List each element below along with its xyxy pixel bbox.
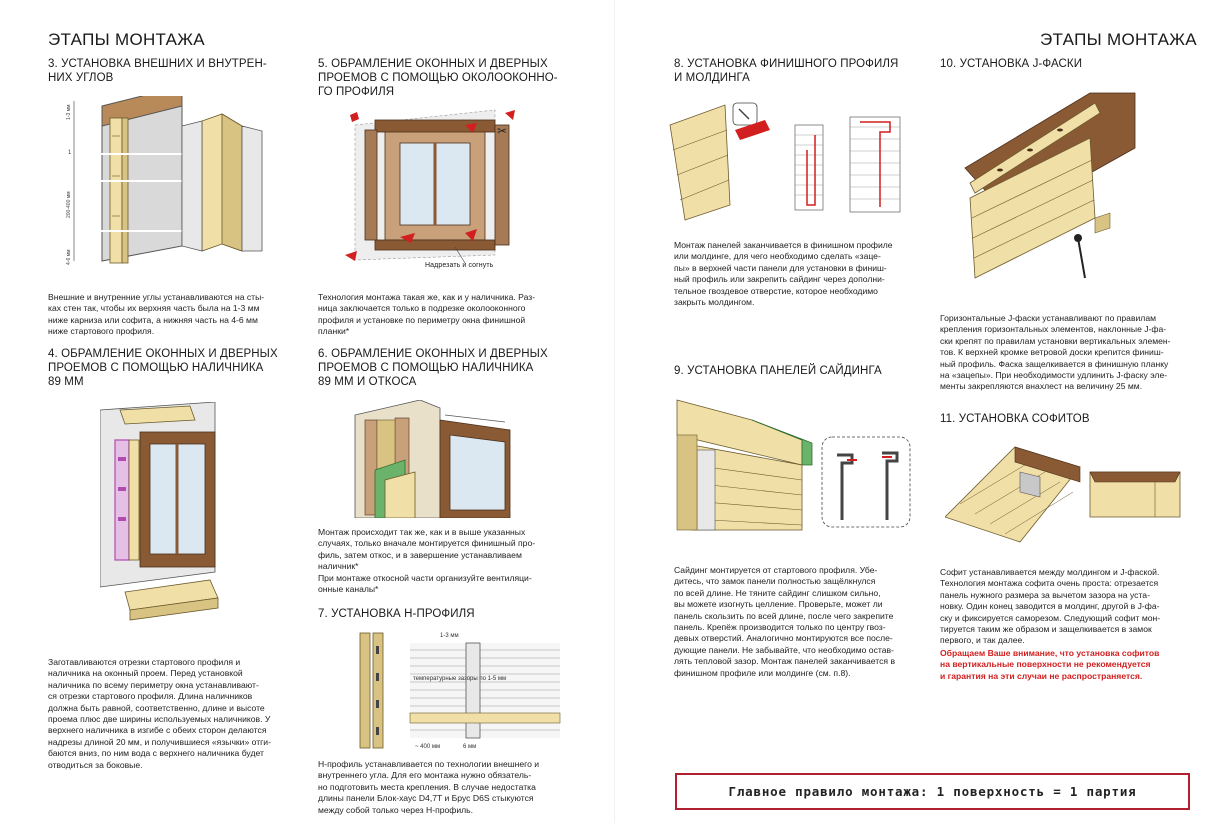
section-8-illustration (665, 95, 915, 225)
main-rule-box: Главное правило монтажа: 1 поверхность = 1 партия (675, 773, 1190, 810)
section-11-title: 11. УСТАНОВКА СОФИТОВ (940, 413, 1090, 425)
h-profile-gap-label: 1-3 мм (440, 633, 459, 639)
section-10-illustration (960, 88, 1190, 288)
section-9-illustration (672, 395, 922, 535)
h-profile-6-label: 6 мм (463, 744, 477, 750)
section-9-title: 9. УСТАНОВКА ПАНЕЛЕЙ САЙДИНГА (674, 365, 882, 377)
section-5-illustration (345, 105, 525, 275)
h-profile-400-label: ~ 400 мм (415, 744, 441, 750)
section-6-text: Монтаж происходит так же, как и в выше указанных случаях, только вначале монтируется финишный про- филь, затем откос, и в завершение устанавливаем наличник* (318, 527, 536, 572)
dim-200-400: 200-400 мм (66, 191, 72, 218)
svg-text:✂: ✂ (497, 124, 508, 138)
section-9-text: Сайдинг монтируется от стартового профиля. Убе- дитесь, что замок панели полностью защёлкнулся по всей длине. Не тяните сайдинг слишком сильно, вы можете изогнуть целление. Проверьте, может ли панель скользить по всей длине, после чего закрепите панель. Крепёж производится только по центру гвоз- девых отверстий. Аналогично монтируются все после- дующие панели. Не забывайте, что необходимо остав- лять тепловой зазор. Монтаж панелей заканчивается в финишном профиле или молдинге (см. п.8). (674, 565, 896, 678)
section-4-illustration (100, 402, 225, 638)
section-3-title: 3. УСТАНОВКА ВНЕШНИХ И ВНУТРЕН- НИХ УГЛОВ (48, 58, 267, 84)
section-11-warning: Обращаем Ваше внимание, что установка софитов на вертикальные поверхности не рекомендуется и гарантия на эти случаи не распространяется. (940, 648, 1160, 681)
section-6-text-2: При монтаже откосной части организуйте вентиляци- онные каналы* (318, 573, 532, 595)
section-3-illustration (62, 96, 272, 268)
section-7-title: 7. УСТАНОВКА Н-ПРОФИЛЯ (318, 608, 475, 620)
right-page-title: ЭТАПЫ МОНТАЖА (1040, 30, 1197, 49)
left-page-title: ЭТАПЫ МОНТАЖА (48, 30, 205, 49)
section-8-title: 8. УСТАНОВКА ФИНИШНОГО ПРОФИЛЯ И МОЛДИНГА (674, 58, 899, 84)
section-11-illustration (945, 442, 1190, 550)
section-11-text: Софит устанавливается между молдингом и J-фаской. Технология монтажа софита очень проста: отрезается панель нужного размера за вычетом зазора на уста- новку. Один конец заводится в молдинг, другой в J-фа- ску и фиксируется саморезом. Следующий софит мон- тируется таким же образом и защелкивается в замок первого, и так далее. (940, 567, 1161, 646)
section-8-text: Монтаж панелей заканчивается в финишном профиле или молдинге, для чего необходимо сделать «заце- пы» в верхней части панели для установки в финиш- ный профиль или закрепить сайдинг через дополни- тельное гвоздевое отверстие, которое необходимо закрыть молдингом. (674, 240, 893, 308)
section-10-text: Горизонтальные J-фаски устанавливают по правилам крепления горизонтальных элементов, наклонные J-фа- ски крепят по правилам установки вертикальных элемен- тов. К верхней кромке ветровой доски крепится финиш- ный профиль. Фаска защелкивается в финишную планку на «зацепы». При необходимости удлинить J-фаску эле- менты закрепляются внахлест на величину 25 мм. (940, 313, 1171, 392)
section-5-text: Технология монтажа такая же, как и у наличника. Раз- ница заключается только в подрезке околооконного профиля и установке по периметру окна финишной планки* (318, 292, 536, 337)
section-7-text: Н-профиль устанавливается по технологии внешнего и внутреннего угла. Для его монтажа нужно обязатель- но подготовить места крепления. В случае недостатка длины панели Блок-хаус D4,7T и Брус D6S стыкуются между собой только через Н-профиль. (318, 759, 540, 815)
section-5-title: 5. ОБРАМЛЕНИЕ ОКОННЫХ И ДВЕРНЫХ ПРОЕМОВ С ПОМОЩЬЮ ОКОЛООКОННО- ГО ПРОФИЛЯ (318, 58, 558, 98)
dim-4-6: 4-6 мм (66, 249, 72, 265)
section-10-title: 10. УСТАНОВКА J-ФАСКИ (940, 58, 1083, 70)
section-6-title: 6. ОБРАМЛЕНИЕ ОКОННЫХ И ДВЕРНЫХ ПРОЕМОВ С ПОМОЩЬЮ НАЛИЧНИКА 89 ММ И ОТКОСА (318, 348, 548, 388)
h-profile-temp-label: температурные зазоры по 1-5 мм (413, 676, 507, 682)
section-6-illustration (345, 400, 515, 518)
section-5-caption: Надрезать и согнуть (425, 262, 494, 269)
page-fold (614, 0, 615, 823)
dim-1: 1 (68, 150, 72, 156)
section-7-illustration (355, 628, 565, 753)
dim-1-3: 1-3 мм (66, 104, 72, 120)
section-4-text: Заготавливаются отрезки стартового профиля и наличника на оконный проем. Перед установкой наличника по всему периметру окна устанавливают- ся отрезки стартового профиля. Длина наличников должна быть равной, соответственно, длине и высоте проема плюс две ширины используемых наличников. У верхнего наличника в изгибе с обеих сторон делаются надрезы длиной 20 мм, и получившиеся «язычки» отги- баются вниз, по ним вода с верхнего наличника будет отводиться за боковые. (48, 657, 271, 770)
section-3-text: Внешние и внутренние углы устанавливаются на сты- ках стен так, чтобы их верхняя часть была на 1-3 мм ниже карниза или софита, а нижняя часть на 4-6 мм ниже стартового профиля. (48, 292, 265, 337)
section-4-title: 4. ОБРАМЛЕНИЕ ОКОННЫХ И ДВЕРНЫХ ПРОЕМОВ С ПОМОЩЬЮ НАЛИЧНИКА 89 ММ (48, 348, 278, 388)
